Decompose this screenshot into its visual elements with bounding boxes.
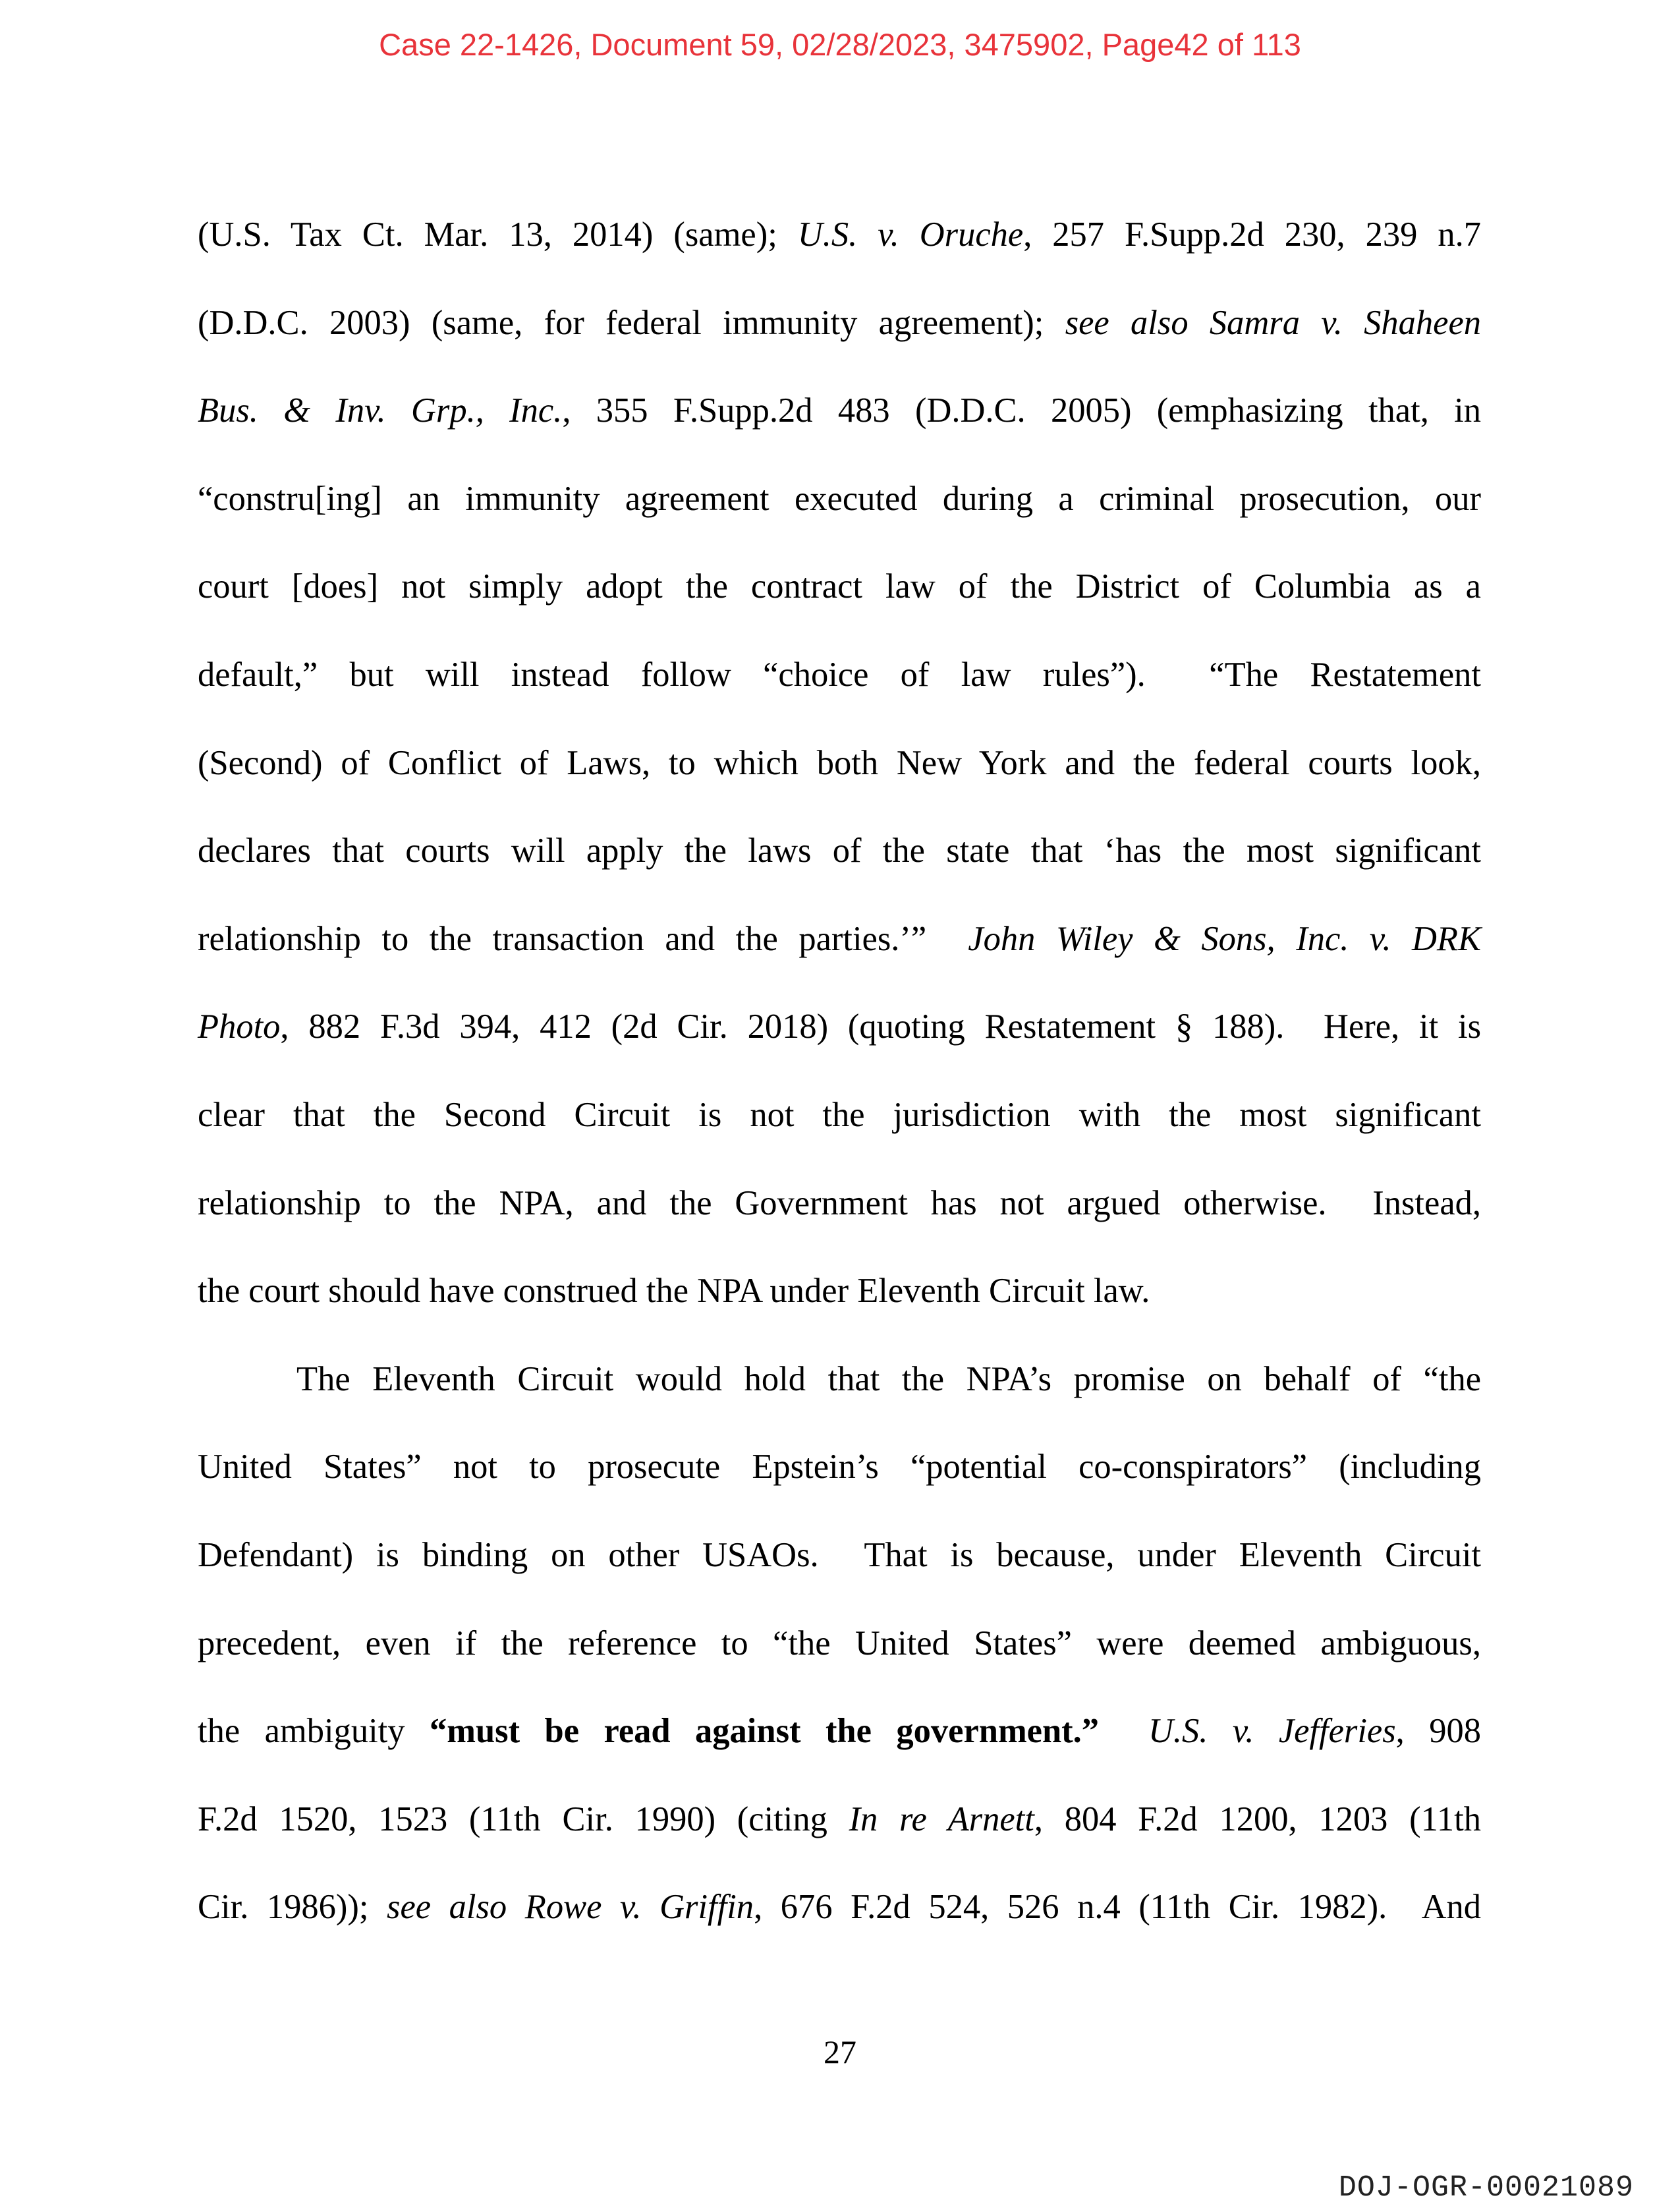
text-line-content (198, 279, 1481, 368)
document-body (198, 191, 1481, 1952)
text-segment: Cir. 1986)); (198, 1888, 387, 1927)
text-line (198, 1600, 1481, 1688)
text-segment: , 676 F.2d 524, 526 n.4 (11th Cir. 1982). And (754, 1888, 1481, 1927)
text-segment: relationship to the NPA, and the Government has not argued otherwise. Instead, (198, 1183, 1481, 1222)
text-line-content (198, 895, 1481, 984)
text-line-content (198, 1423, 1481, 1512)
text-line-content (198, 983, 1481, 1071)
text-line-content (198, 543, 1481, 631)
text-segment: , 355 F.Supp.2d 483 (D.D.C. 2005) (emphasizing that, in (562, 391, 1481, 430)
text-line (198, 543, 1481, 631)
text-line-content (198, 1863, 1481, 1952)
text-line (198, 1687, 1481, 1776)
emphasis-bold: “must be read against the government.” (429, 1712, 1100, 1751)
text-line (198, 1776, 1481, 1864)
text-line-content (198, 1160, 1481, 1248)
text-line-content (198, 1336, 1481, 1424)
citation-italic: Photo (198, 1007, 281, 1046)
citation-italic: see also Samra v. Shaheen (1065, 303, 1482, 342)
text-segment: default,” but will instead follow “choice of law rules”). “The Restatement (198, 655, 1481, 694)
text-segment: , 804 F.2d 1200, 1203 (11th (1034, 1800, 1481, 1838)
text-segment: the court should have construed the NPA under Eleventh Circuit law. (198, 1272, 1150, 1311)
text-segment: declares that courts will apply the laws of the state that ‘has the most significant (198, 832, 1481, 870)
bates-number: DOJ-OGR-00021089 (1338, 2171, 1634, 2205)
text-line (198, 807, 1481, 895)
text-segment (1099, 1712, 1148, 1750)
text-line (198, 895, 1481, 984)
text-line-content (198, 367, 1481, 455)
text-line-content (198, 191, 1481, 279)
text-segment: (Second) of Conflict of Laws, to which both New York and the federal courts look, (198, 743, 1481, 782)
text-segment: “constru[ing] an immunity agreement executed during a criminal prosecution, our (198, 479, 1481, 518)
citation-italic: U.S. v. Oruche (797, 215, 1024, 254)
text-line (198, 1071, 1481, 1160)
text-line (198, 279, 1481, 368)
text-line-content (198, 1247, 1481, 1336)
text-line-content (198, 1776, 1481, 1864)
text-line-content (198, 720, 1481, 808)
text-line-content (198, 1687, 1481, 1776)
text-line (198, 1247, 1481, 1336)
court-filing-header-stamp: Case 22-1426, Document 59, 02/28/2023, 3475902, Page42 of 113 (379, 27, 1301, 62)
text-segment: United States” not to prosecute Epstein’s “potential co-conspirators” (including (198, 1448, 1481, 1487)
text-segment: (U.S. Tax Ct. Mar. 13, 2014) (same); (198, 215, 798, 254)
text-line-content (198, 1512, 1481, 1600)
text-segment: precedent, even if the reference to “the United States” were deemed ambiguous, (198, 1624, 1481, 1662)
text-line (198, 1160, 1481, 1248)
citation-italic: U.S. v. Jefferies (1148, 1712, 1396, 1751)
text-segment: F.2d 1520, 1523 (11th Cir. 1990) (citing (198, 1800, 849, 1838)
text-segment: (D.D.C. 2003) (same, for federal immunity agreement); (198, 303, 1065, 342)
text-line-content (198, 807, 1481, 895)
text-segment: court [does] not simply adopt the contract law of the District of Columbia as a (198, 567, 1481, 606)
citation-italic: Bus. & Inv. Grp., Inc. (198, 391, 563, 430)
text-line-content (198, 455, 1481, 544)
text-segment: clear that the Second Circuit is not the jurisdiction with the most significant (198, 1095, 1481, 1134)
citation-italic: John Wiley & Sons, Inc. v. DRK (968, 919, 1481, 958)
citation-italic: In re Arnett (849, 1800, 1034, 1838)
text-line-content (198, 1071, 1481, 1160)
text-line (198, 631, 1481, 720)
text-line (198, 1423, 1481, 1512)
text-line-content (198, 1600, 1481, 1688)
page-number: 27 (824, 2033, 856, 2070)
text-line (198, 191, 1481, 279)
text-line (198, 367, 1481, 455)
text-line-content (198, 631, 1481, 720)
text-line (198, 455, 1481, 544)
text-line (198, 1512, 1481, 1600)
text-line (198, 983, 1481, 1071)
text-segment: relationship to the transaction and the parties.’” (198, 919, 968, 958)
text-segment: The Eleventh Circuit would hold that the NPA’s promise on behalf of “the (296, 1359, 1481, 1398)
text-line (198, 1863, 1481, 1952)
citation-italic: see also Rowe v. Griffin (387, 1888, 754, 1927)
text-segment: Defendant) is binding on other USAOs. That is because, under Eleventh Circuit (198, 1535, 1481, 1574)
text-line (198, 720, 1481, 808)
text-segment: , 257 F.Supp.2d 230, 239 n.7 (1023, 215, 1481, 254)
text-segment: the ambiguity (198, 1712, 430, 1751)
text-line (198, 1336, 1481, 1424)
text-segment: , 882 F.3d 394, 412 (2d Cir. 2018) (quoting Restatement § 188). Here, it is (280, 1007, 1481, 1046)
text-segment: , 908 (1395, 1712, 1482, 1751)
